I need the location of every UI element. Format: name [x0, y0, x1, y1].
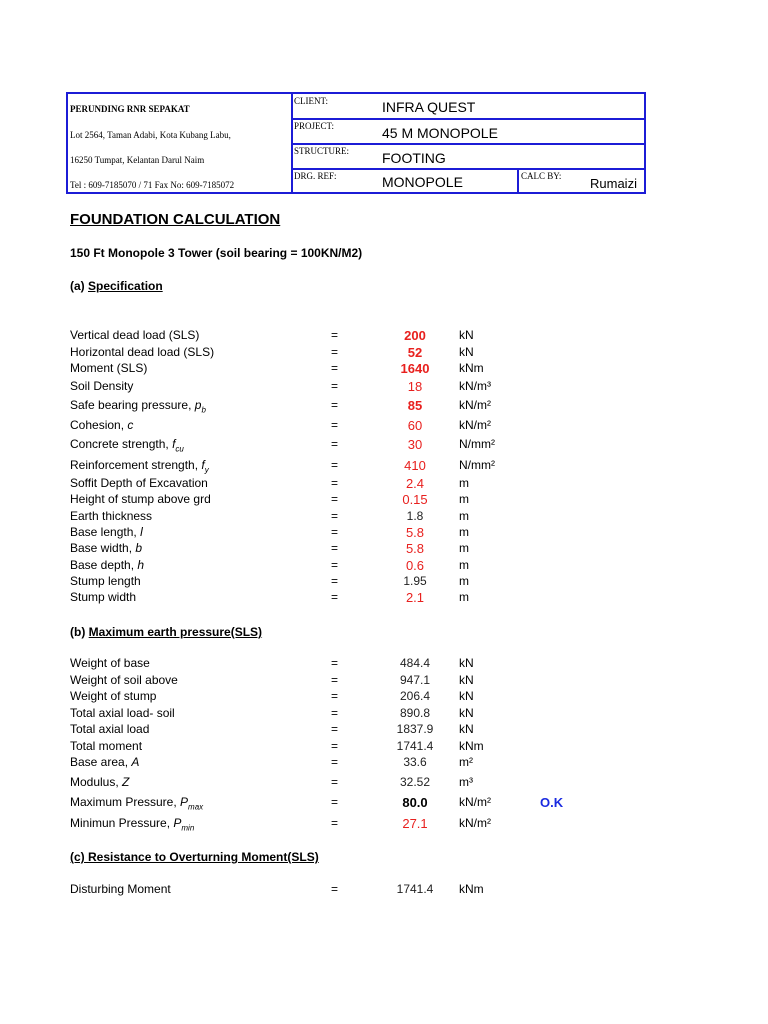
table-row — [0, 795, 768, 811]
row-equals: = — [331, 437, 339, 451]
header-row-line — [291, 143, 644, 145]
row-label-text: Stump width — [70, 590, 137, 604]
row-label — [70, 476, 208, 490]
calc-by-value: Rumaizi — [590, 176, 637, 191]
row-label-text: Earth thickness — [70, 509, 153, 523]
row-label — [70, 775, 129, 789]
row-label — [70, 418, 133, 432]
client-value: INFRA QUEST — [382, 99, 476, 115]
row-value: 18 — [407, 379, 423, 394]
table-row — [0, 706, 768, 722]
table-row — [0, 398, 768, 414]
row-label-subscript: b — [201, 405, 206, 415]
table-row — [0, 509, 768, 525]
table-row — [0, 418, 768, 434]
row-value: 1640 — [400, 361, 430, 376]
row-equals: = — [331, 882, 339, 896]
row-unit: m — [459, 509, 469, 523]
table-row — [0, 525, 768, 541]
structure-value: FOOTING — [382, 150, 446, 166]
row-value: 1.95 — [403, 574, 427, 588]
drg-ref-value: MONOPOLE — [382, 174, 463, 190]
header-divider-calc — [517, 168, 519, 192]
table-row — [0, 722, 768, 738]
row-equals: = — [331, 418, 339, 432]
row-equals: = — [331, 590, 339, 604]
row-label-text: Soffit Depth of Excavation — [70, 476, 208, 490]
row-label — [70, 458, 209, 474]
row-label — [70, 673, 178, 687]
row-label — [70, 689, 156, 703]
row-equals: = — [331, 476, 339, 490]
row-label — [70, 558, 144, 572]
table-row — [0, 816, 768, 832]
row-label-text: Weight of stump — [70, 689, 157, 703]
section-c-heading: (c) Resistance to Overturning Moment(SLS) — [70, 850, 319, 864]
row-equals: = — [331, 328, 339, 342]
row-unit: m² — [459, 755, 473, 769]
row-label-text: Concrete strength, — [70, 437, 173, 451]
row-label-text: Total axial load- soil — [70, 706, 175, 720]
row-label — [70, 882, 171, 896]
table-row — [0, 739, 768, 755]
row-label-subscript: min — [181, 823, 195, 833]
row-unit: m — [459, 558, 469, 572]
row-unit: kN/m² — [459, 418, 491, 432]
table-row — [0, 328, 768, 344]
row-value: 52 — [407, 345, 423, 360]
row-equals: = — [331, 816, 339, 830]
row-label-subscript: y — [204, 465, 209, 475]
row-unit: kN/m² — [459, 398, 491, 412]
row-unit: m — [459, 525, 469, 539]
table-row — [0, 656, 768, 672]
row-label — [70, 656, 150, 670]
company-name: PERUNDING RNR SEPAKAT — [70, 104, 190, 114]
project-value: 45 M MONOPOLE — [382, 125, 498, 141]
row-equals: = — [331, 558, 339, 572]
row-value: 947.1 — [399, 673, 431, 687]
row-label — [70, 795, 203, 811]
row-unit: N/mm² — [459, 437, 495, 451]
row-unit: m — [459, 574, 469, 588]
row-label-text: Base length, — [70, 525, 141, 539]
row-label — [70, 509, 152, 523]
row-value: 2.1 — [405, 590, 425, 605]
row-label-text: Cohesion, — [70, 418, 128, 432]
document-subtitle: 150 Ft Monopole 3 Tower (soil bearing = 100KN/M2) — [70, 246, 363, 260]
row-unit: kN — [459, 722, 474, 736]
row-equals: = — [331, 458, 339, 472]
row-label-subscript: max — [188, 802, 204, 812]
row-label-symbol: b — [135, 541, 143, 555]
section-b-title: Maximum earth pressure(SLS) — [88, 625, 263, 639]
row-label-text: Total axial load — [70, 722, 150, 736]
header-row-line — [291, 168, 644, 170]
document-title: FOUNDATION CALCULATION — [70, 211, 281, 228]
row-label — [70, 345, 214, 359]
row-label-symbol: A — [131, 755, 140, 769]
row-label-text: Soil Density — [70, 379, 134, 393]
row-unit: kN — [459, 689, 474, 703]
row-equals: = — [331, 739, 339, 753]
section-a-heading — [70, 279, 163, 293]
row-label-text: Minimun Pressure, — [70, 816, 174, 830]
row-value: 1741.4 — [396, 739, 434, 753]
row-value: 5.8 — [405, 525, 425, 540]
row-value: 32.52 — [399, 775, 431, 789]
row-value: 30 — [407, 437, 423, 452]
row-value: 33.6 — [403, 755, 427, 769]
row-value: 60 — [407, 418, 423, 433]
row-equals: = — [331, 689, 339, 703]
section-a-prefix: (a) — [70, 279, 88, 293]
row-value: 1741.4 — [396, 882, 434, 896]
row-value: 200 — [404, 328, 426, 343]
row-label — [70, 739, 142, 753]
row-equals: = — [331, 706, 339, 720]
row-label — [70, 492, 211, 506]
row-label-subscript: cu — [175, 444, 184, 454]
row-label-text: Maximum Pressure, — [70, 795, 181, 809]
row-value: 80.0 — [402, 795, 428, 810]
section-b-prefix: (b) — [70, 625, 89, 639]
row-unit: kN/m² — [459, 795, 491, 809]
table-row — [0, 882, 768, 898]
row-equals: = — [331, 541, 339, 555]
row-label — [70, 437, 184, 453]
row-unit: kN — [459, 706, 474, 720]
row-equals: = — [331, 775, 339, 789]
row-unit: kN — [459, 673, 474, 687]
row-unit: m³ — [459, 775, 473, 789]
row-unit: kNm — [459, 739, 484, 753]
row-value: 0.6 — [405, 558, 425, 573]
row-unit: kN — [459, 328, 474, 342]
company-address-line1: Lot 2564, Taman Adabi, Kota Kubang Labu, — [70, 130, 231, 140]
row-label-text: Modulus, — [70, 775, 123, 789]
table-row — [0, 689, 768, 705]
header-row-line — [291, 118, 644, 120]
row-unit: m — [459, 492, 469, 506]
section-b-heading — [70, 625, 262, 639]
row-equals: = — [331, 398, 339, 412]
client-label: CLIENT: — [294, 96, 329, 106]
row-unit: kN — [459, 656, 474, 670]
row-equals: = — [331, 509, 339, 523]
row-label-symbol: Z — [122, 775, 130, 789]
row-label-text: Base depth, — [70, 558, 138, 572]
row-unit: kN — [459, 345, 474, 359]
row-label — [70, 590, 136, 604]
row-label-text: Reinforcement strength, — [70, 458, 202, 472]
row-value: 206.4 — [399, 689, 431, 703]
row-label-symbol: P — [173, 816, 182, 830]
row-label-symbol: f — [172, 437, 176, 451]
row-value: 1837.9 — [396, 722, 434, 736]
row-unit: m — [459, 590, 469, 604]
project-label: PROJECT: — [294, 121, 335, 131]
row-equals: = — [331, 656, 339, 670]
row-unit: kN/m² — [459, 816, 491, 830]
row-value: 410 — [404, 458, 426, 473]
row-value: 484.4 — [399, 656, 431, 670]
row-label — [70, 525, 143, 539]
row-equals: = — [331, 492, 339, 506]
company-phone: Tel : 609-7185070 / 71 Fax No: 609-7185072 — [70, 180, 235, 190]
drg-ref-label: DRG. REF: — [294, 171, 337, 181]
row-label — [70, 379, 133, 393]
row-value: 1.8 — [406, 509, 424, 523]
row-equals: = — [331, 795, 339, 809]
row-label-text: Disturbing Moment — [70, 882, 171, 896]
row-value: 2.4 — [405, 476, 425, 491]
table-row — [0, 558, 768, 574]
row-equals: = — [331, 525, 339, 539]
row-label-symbol: P — [180, 795, 189, 809]
row-label — [70, 541, 142, 555]
table-row — [0, 492, 768, 508]
row-value: 0.15 — [402, 492, 428, 507]
row-label-text: Height of stump above grd — [70, 492, 211, 506]
row-label-text: Weight of base — [70, 656, 150, 670]
row-value: 27.1 — [402, 816, 428, 831]
row-label-text: Vertical dead load (SLS) — [70, 328, 200, 342]
table-row — [0, 476, 768, 492]
row-equals: = — [331, 345, 339, 359]
section-a-title: Specification — [88, 279, 163, 293]
row-unit: kNm — [459, 882, 484, 896]
row-value: 890.8 — [399, 706, 431, 720]
table-row — [0, 590, 768, 606]
row-label-text: Base width, — [70, 541, 136, 555]
row-unit: m — [459, 476, 469, 490]
row-equals: = — [331, 755, 339, 769]
table-row — [0, 361, 768, 377]
row-equals: = — [331, 673, 339, 687]
row-label-text: Weight of soil above — [70, 673, 178, 687]
table-row — [0, 673, 768, 689]
table-row — [0, 345, 768, 361]
row-label — [70, 398, 206, 414]
table-row — [0, 574, 768, 590]
row-label-symbol: c — [127, 418, 134, 432]
table-row — [0, 541, 768, 557]
row-label — [70, 755, 139, 769]
row-label-symbol: p — [194, 398, 202, 412]
row-label-text: Base area, — [70, 755, 132, 769]
row-value: 5.8 — [405, 541, 425, 556]
row-unit: kN/m³ — [459, 379, 491, 393]
calc-by-label: CALC BY: — [521, 171, 562, 181]
row-label-symbol: f — [201, 458, 205, 472]
row-equals: = — [331, 361, 339, 375]
row-label-symbol: l — [140, 525, 143, 539]
table-row — [0, 379, 768, 395]
status-ok: O.K — [540, 795, 564, 810]
row-label-text: Stump length — [70, 574, 141, 588]
row-label-text: Safe bearing pressure, — [70, 398, 195, 412]
row-label — [70, 574, 141, 588]
row-unit: m — [459, 541, 469, 555]
row-label — [70, 361, 147, 375]
table-row — [0, 437, 768, 453]
row-equals: = — [331, 574, 339, 588]
row-label — [70, 328, 199, 342]
structure-label: STRUCTURE: — [294, 146, 350, 156]
row-label — [70, 816, 194, 832]
row-unit: N/mm² — [459, 458, 495, 472]
header-box — [66, 92, 646, 194]
table-row — [0, 775, 768, 791]
row-value: 85 — [407, 398, 423, 413]
row-label-text: Total moment — [70, 739, 143, 753]
company-address-line2: 16250 Tumpat, Kelantan Darul Naim — [70, 155, 205, 165]
row-equals: = — [331, 379, 339, 393]
table-row — [0, 458, 768, 474]
row-label — [70, 706, 175, 720]
row-label-symbol: h — [137, 558, 145, 572]
row-equals: = — [331, 722, 339, 736]
row-unit: kNm — [459, 361, 484, 375]
row-label-text: Horizontal dead load (SLS) — [70, 345, 215, 359]
row-label-text: Moment (SLS) — [70, 361, 148, 375]
table-row — [0, 755, 768, 771]
row-label — [70, 722, 149, 736]
